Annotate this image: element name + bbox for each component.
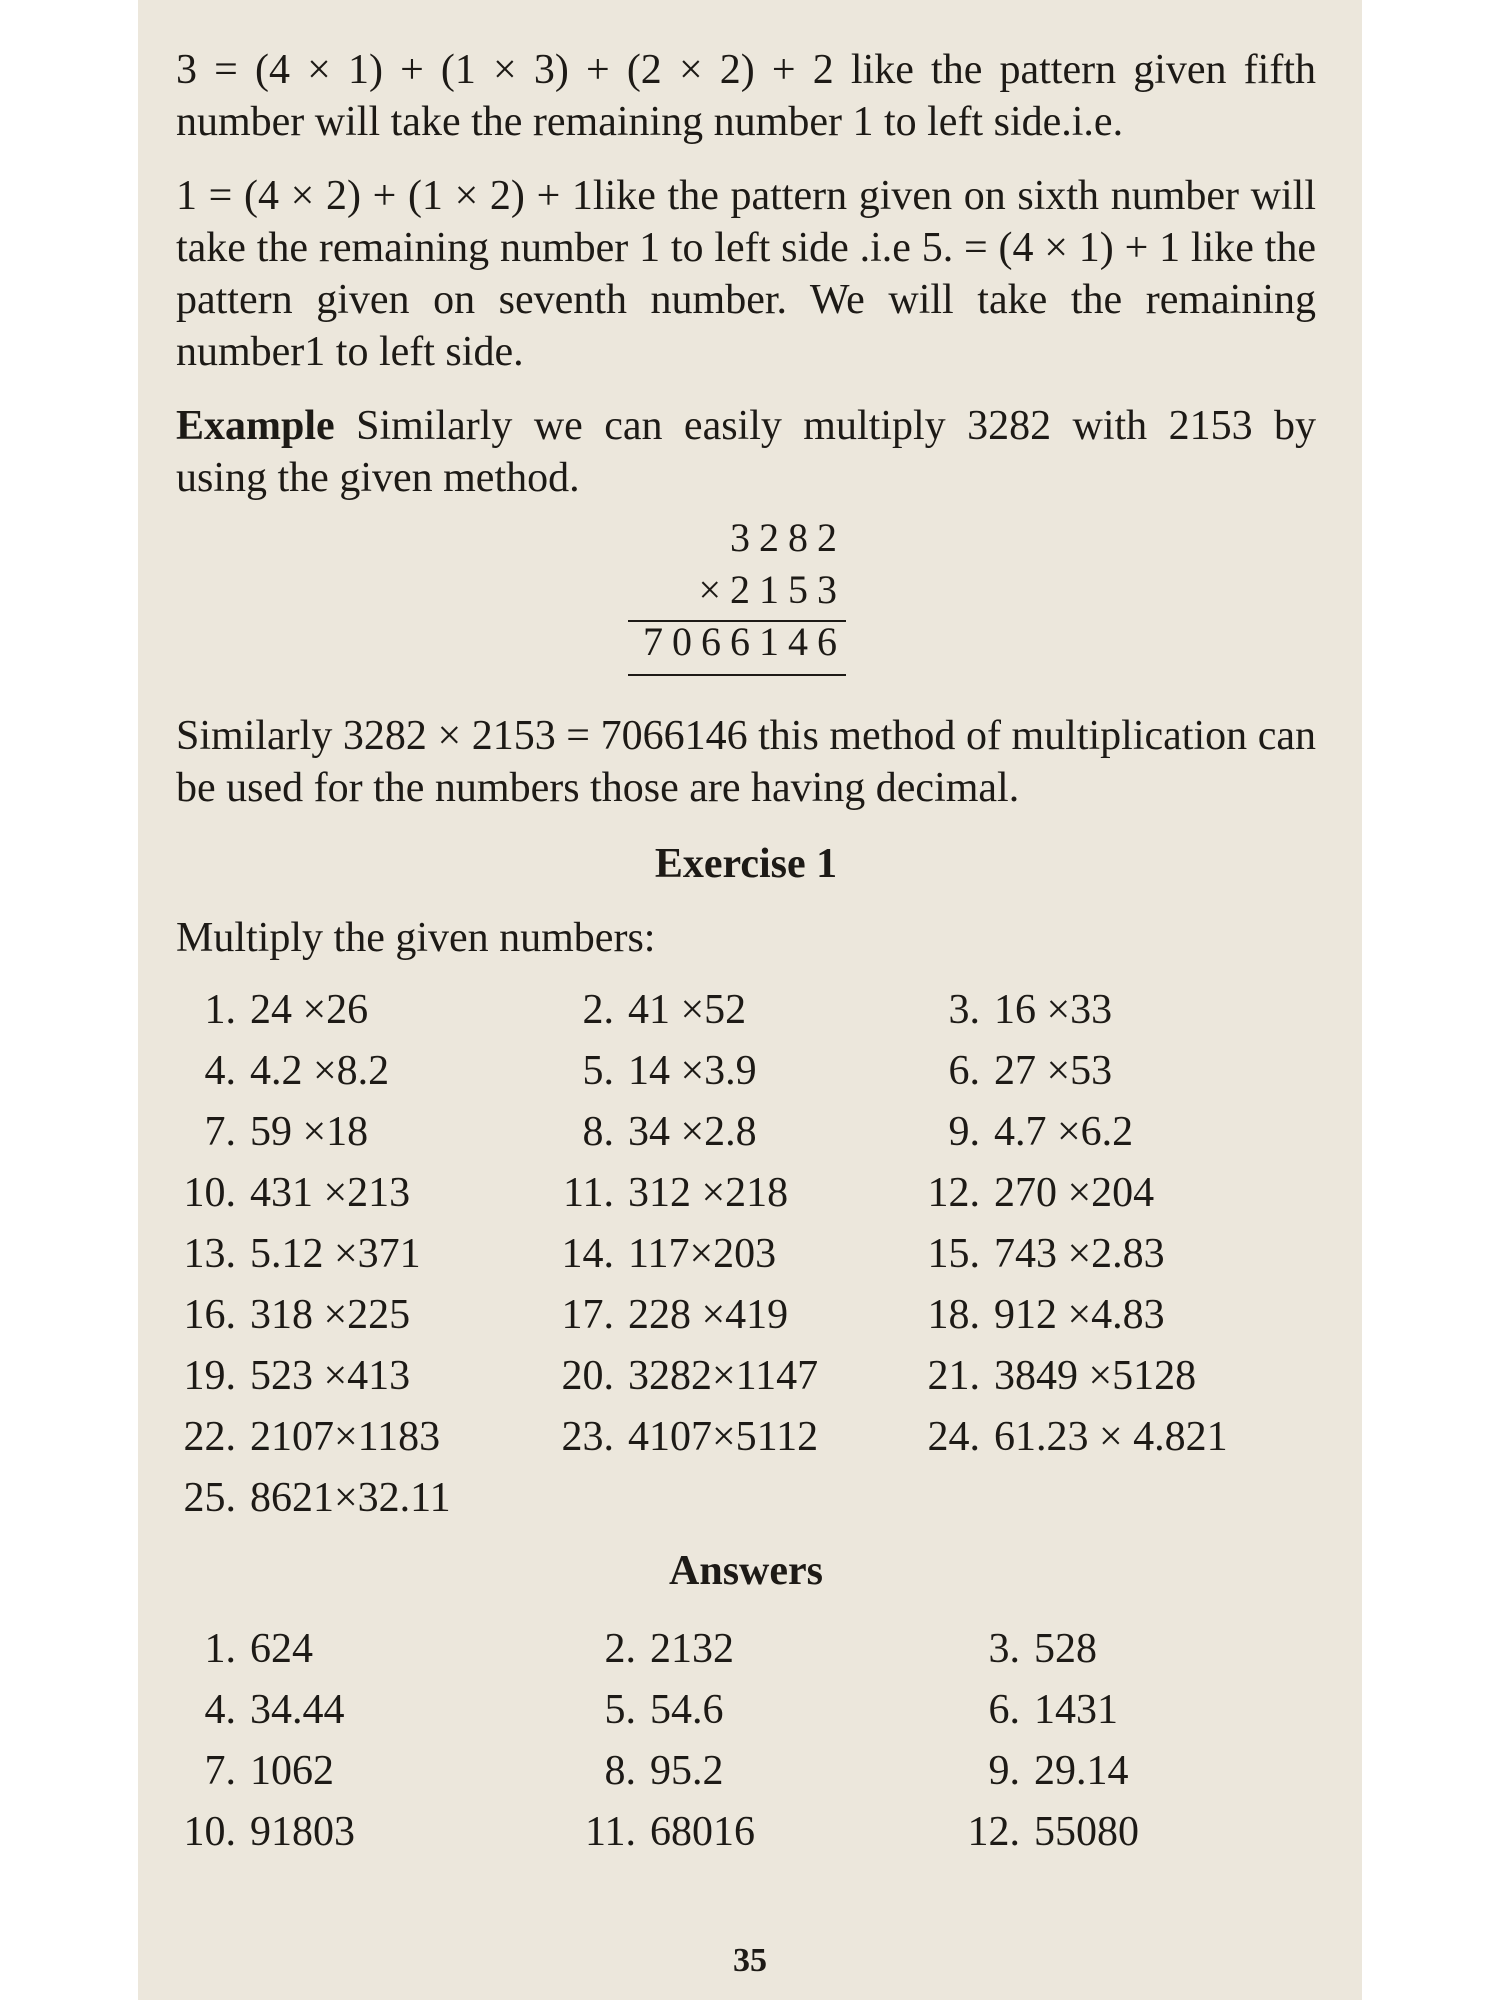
- exercise-item-text: 59 ×18: [250, 1109, 369, 1155]
- exercise-item-number: 4.: [204, 1048, 236, 1094]
- exercise-item: [554, 1228, 776, 1280]
- answer-item-text: 1431: [1034, 1687, 1118, 1733]
- exercise-item: [920, 1045, 1112, 1097]
- exercise-item-text: 34 ×2.8: [628, 1109, 757, 1155]
- exercise-item-number: 5.: [582, 1048, 614, 1094]
- answer-item-text: 91803: [250, 1809, 355, 1855]
- exercise-item: [176, 1289, 410, 1341]
- paragraph-2: 1 = (4 × 2) + (1 × 2) + 1like the pattern given on sixth number will take the remaining number 1 to left side .i.e 5. = (4 × 1) + 1 like the pattern given on seventh number. We will take the remaining number1 to left side.: [176, 173, 1316, 375]
- conclusion-paragraph: Similarly 3282 × 2153 = 7066146 this method of multiplication can be used for the numbers those are having decimal.: [176, 713, 1316, 811]
- exercise-item-number: 18.: [927, 1292, 980, 1338]
- exercise-item-text: 2107×1183: [250, 1414, 441, 1460]
- exercise-item: [920, 1350, 1196, 1402]
- exercise-item-number: 2.: [582, 987, 614, 1033]
- example-label: Example: [176, 403, 335, 449]
- exercise-grid: [176, 984, 1316, 1533]
- exercise-item: [554, 984, 746, 1036]
- example-text: Similarly we can easily multiply 3282 with 2153 by using the given method.: [176, 403, 1316, 501]
- example-paragraph: [176, 400, 1316, 504]
- exercise-instruction: Multiply the given numbers:: [176, 915, 656, 961]
- answer-item: [576, 1745, 724, 1797]
- answers-title: Answers: [669, 1548, 823, 1594]
- paragraph-1: 3 = (4 × 1) + (1 × 3) + (2 × 2) + 2 like the pattern given fifth number will take the remaining number 1 to left side.i.e.: [176, 47, 1316, 145]
- exercise-item-text: 27 ×53: [994, 1048, 1113, 1094]
- exercise-item-text: 4.7 ×6.2: [994, 1109, 1134, 1155]
- exercise-row: [176, 1045, 1316, 1106]
- exercise-row: [176, 1167, 1316, 1228]
- answer-item-text: 528: [1034, 1626, 1097, 1672]
- answer-item-text: 624: [250, 1626, 313, 1672]
- multiplication-working: [176, 504, 1316, 704]
- exercise-item-text: 117×203: [628, 1231, 777, 1277]
- answer-row: [176, 1623, 1316, 1684]
- exercise-item-text: 318 ×225: [250, 1292, 411, 1338]
- exercise-item: [554, 1411, 818, 1463]
- exercise-row: [176, 1106, 1316, 1167]
- exercise-item: [176, 1411, 440, 1463]
- answer-item-text: 2132: [650, 1626, 734, 1672]
- answer-item: [176, 1745, 334, 1797]
- exercise-item-text: 743 ×2.83: [994, 1231, 1165, 1277]
- answer-item-number: 1.: [204, 1626, 236, 1672]
- exercise-item: [920, 1411, 1228, 1463]
- answer-item-text: 29.14: [1034, 1748, 1129, 1794]
- exercise-item-text: 523 ×413: [250, 1353, 411, 1399]
- exercise-item-text: 270 ×204: [994, 1170, 1155, 1216]
- exercise-item: [920, 1106, 1133, 1158]
- answer-item-number: 8.: [604, 1748, 636, 1794]
- exercise-item-text: 4107×5112: [628, 1414, 819, 1460]
- exercise-item-number: 22.: [183, 1414, 236, 1460]
- answer-item: [176, 1623, 313, 1675]
- exercise-item-number: 1.: [204, 987, 236, 1033]
- answer-item: [576, 1684, 724, 1736]
- answer-item-text: 54.6: [650, 1687, 724, 1733]
- exercise-row: [176, 984, 1316, 1045]
- answer-item-number: 12.: [967, 1809, 1020, 1855]
- exercise-item-number: 14.: [561, 1231, 614, 1277]
- exercise-item-number: 20.: [561, 1353, 614, 1399]
- answer-item-number: 11.: [585, 1809, 636, 1855]
- answer-item: [176, 1684, 345, 1736]
- exercise-row: [176, 1289, 1316, 1350]
- exercise-item: [176, 984, 368, 1036]
- exercise-item-number: 10.: [183, 1170, 236, 1216]
- answer-item: [176, 1806, 355, 1858]
- answer-item-text: 55080: [1034, 1809, 1139, 1855]
- exercise-item-number: 13.: [183, 1231, 236, 1277]
- exercise-item-number: 23.: [561, 1414, 614, 1460]
- exercise-item-number: 8.: [582, 1109, 614, 1155]
- exercise-item-text: 61.23 × 4.821: [994, 1414, 1228, 1460]
- exercise-item-number: 17.: [561, 1292, 614, 1338]
- exercise-item: [554, 1167, 788, 1219]
- exercise-item-text: 24 ×26: [250, 987, 369, 1033]
- answer-item: [960, 1623, 1097, 1675]
- answer-item-number: 5.: [604, 1687, 636, 1733]
- exercise-item: [554, 1045, 757, 1097]
- exercise-item-text: 912 ×4.83: [994, 1292, 1165, 1338]
- answer-item-number: 9.: [988, 1748, 1020, 1794]
- exercise-item-number: 21.: [927, 1353, 980, 1399]
- exercise-item: [176, 1167, 410, 1219]
- exercise-item: [554, 1350, 818, 1402]
- exercise-row: [176, 1228, 1316, 1289]
- exercise-item: [554, 1289, 788, 1341]
- answer-item: [960, 1684, 1118, 1736]
- answer-item: [576, 1806, 755, 1858]
- product: 7066146: [643, 619, 846, 664]
- answer-row: [176, 1806, 1316, 1867]
- exercise-item: [176, 1350, 410, 1402]
- answer-row: [176, 1745, 1316, 1806]
- product-rule-bottom: [628, 674, 846, 676]
- answer-item: [576, 1623, 734, 1675]
- exercise-item-text: 41 ×52: [628, 987, 747, 1033]
- exercise-item-text: 3282×1147: [628, 1353, 819, 1399]
- exercise-item: [554, 1106, 757, 1158]
- answer-item-text: 95.2: [650, 1748, 724, 1794]
- exercise-item: [176, 1106, 368, 1158]
- exercise-item-text: 431 ×213: [250, 1170, 411, 1216]
- answer-row: [176, 1684, 1316, 1745]
- exercise-row: [176, 1350, 1316, 1411]
- answer-item-text: 68016: [650, 1809, 755, 1855]
- page-number: 35: [733, 1942, 767, 1979]
- exercise-item: [176, 1472, 451, 1524]
- answer-item-number: 4.: [204, 1687, 236, 1733]
- answer-item-number: 2.: [604, 1626, 636, 1672]
- answer-item: [960, 1806, 1139, 1858]
- exercise-item-text: 3849 ×5128: [994, 1353, 1197, 1399]
- answer-item: [960, 1745, 1129, 1797]
- exercise-item-text: 4.2 ×8.2: [250, 1048, 390, 1094]
- exercise-item-number: 12.: [927, 1170, 980, 1216]
- page-content: [176, 44, 1316, 1867]
- exercise-item-number: 24.: [927, 1414, 980, 1460]
- exercise-item-text: 14 ×3.9: [628, 1048, 757, 1094]
- exercise-item-number: 7.: [204, 1109, 236, 1155]
- exercise-item-number: 15.: [927, 1231, 980, 1277]
- exercise-item-number: 19.: [183, 1353, 236, 1399]
- exercise-item-number: 9.: [948, 1109, 980, 1155]
- exercise-title: Exercise 1: [654, 841, 838, 887]
- exercise-item-number: 6.: [948, 1048, 980, 1094]
- exercise-item-number: 3.: [948, 987, 980, 1033]
- exercise-item-text: 312 ×218: [628, 1170, 789, 1216]
- exercise-item-number: 11.: [563, 1170, 614, 1216]
- exercise-item-number: 25.: [183, 1475, 236, 1521]
- answer-item-number: 7.: [204, 1748, 236, 1794]
- exercise-item-text: 5.12 ×371: [250, 1231, 421, 1277]
- exercise-item: [920, 1289, 1165, 1341]
- exercise-item: [920, 1228, 1165, 1280]
- exercise-item: [176, 1228, 421, 1280]
- answer-item-number: 3.: [988, 1626, 1020, 1672]
- exercise-item: [920, 1167, 1154, 1219]
- exercise-row: [176, 1411, 1316, 1472]
- exercise-item-text: 8621×32.11: [250, 1475, 451, 1521]
- answer-item-number: 6.: [988, 1687, 1020, 1733]
- exercise-item: [176, 1045, 389, 1097]
- multiplier: ×2153: [698, 567, 846, 612]
- multiplicand: 3282: [730, 515, 846, 560]
- exercise-item: [920, 984, 1112, 1036]
- answer-item-text: 1062: [250, 1748, 334, 1794]
- answer-item-text: 34.44: [250, 1687, 345, 1733]
- answers-grid: [176, 1623, 1316, 1867]
- exercise-row: [176, 1472, 1316, 1533]
- exercise-item-text: 228 ×419: [628, 1292, 789, 1338]
- book-page: [138, 0, 1362, 2000]
- exercise-item-text: 16 ×33: [994, 987, 1113, 1033]
- exercise-item-number: 16.: [183, 1292, 236, 1338]
- answer-item-number: 10.: [183, 1809, 236, 1855]
